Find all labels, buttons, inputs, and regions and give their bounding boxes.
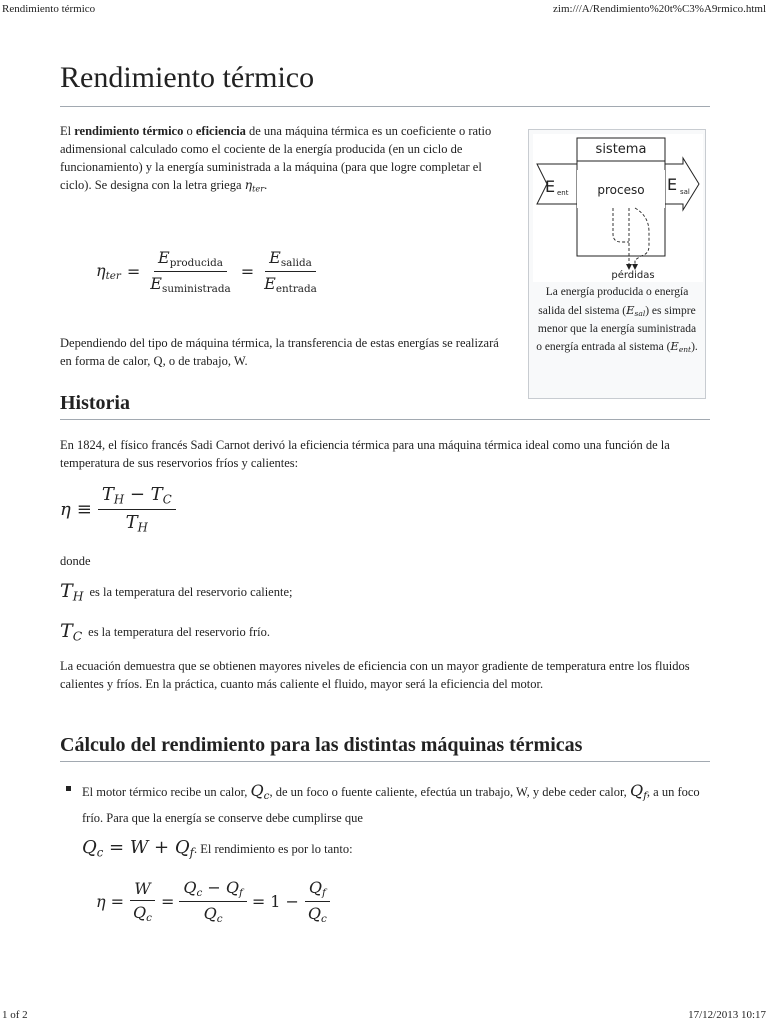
eq3-one: 1	[270, 892, 281, 912]
diagram-label-e-out: E	[667, 175, 678, 194]
intro-eta-symbol: $\eta_{ter}$	[244, 177, 265, 194]
eq1-equals-1: =	[126, 262, 141, 282]
tc-symbol: $T_C$	[60, 620, 83, 644]
eq3-minus: −	[285, 892, 299, 912]
th-text: es la temperatura del reservorio caliente;	[89, 584, 293, 599]
eq1-equals-2: =	[240, 262, 255, 282]
equation-motor-efficiency	[96, 878, 331, 925]
intro-text-3: de una máquina térmica es un coeficiente o ratio adimensional calculado como el cociente de la energía producida (en un ciclo de funcionamiento) y la energía suministrada a la máquina (para que logre completar el ciclo). Se designa con la letra griega	[60, 124, 492, 193]
tc-text: es la temperatura del reservorio frío.	[88, 624, 271, 639]
eq3-equals-3: =	[251, 892, 266, 912]
eq2-fraction: $\frac{T_H - T_C}{T_H}$	[98, 484, 176, 534]
qc-symbol: $Q_c$	[250, 781, 270, 803]
diagram-label-sistema: sistema	[595, 142, 647, 157]
caption-esal: $E_{sal}$	[626, 302, 646, 319]
eq1-fraction-1: $\frac{\text{Eproducida}}{\text{Esuministrada}}$	[150, 248, 231, 296]
intro-paragraph	[60, 122, 505, 196]
caption-eent: $E_{ent}$	[670, 339, 692, 355]
intro-text-1: El	[60, 124, 75, 138]
diagram-label-proceso: proceso	[597, 183, 645, 197]
intro-text-2: o	[183, 124, 196, 138]
eq3-equals-1: =	[110, 892, 124, 912]
transfer-paragraph: Dependiendo del tipo de máquina térmica, la transferencia de estas energías se realizará en forma de calor, Q, o de trabajo, W.	[60, 336, 499, 369]
eq1-lhs: $\eta_{ter}$	[96, 261, 121, 283]
th-symbol: $T_H$	[60, 580, 84, 604]
footer-timestamp: 17/12/2013 10:17	[688, 1009, 766, 1021]
print-footer	[0, 1009, 768, 1021]
eq3-fraction-3: $\frac{Q_f}{Q_c}$	[304, 878, 331, 925]
eq3-lhs: η	[96, 892, 106, 912]
intro-bold-eficiencia: eficiencia	[195, 124, 246, 138]
infobox-figure	[528, 129, 706, 399]
definition-th	[60, 580, 292, 604]
conservation-formula: $Q_c = W + Q_f$	[82, 836, 194, 860]
donde-text: donde	[60, 554, 91, 568]
historia-paragraph: En 1824, el físico francés Sadi Carnot derivó la eficiencia térmica para una máquina térmica ideal como una función de la temperatura de sus reservorios fríos y calientes:	[60, 438, 670, 471]
diagram-label-e-in-sub: ent	[557, 189, 569, 197]
heading-historia: Historia	[60, 392, 710, 420]
equation-carnot	[60, 484, 176, 534]
intro-bold-rendimiento: rendimiento térmico	[74, 124, 184, 138]
eq2-lhs: η	[60, 498, 71, 520]
diagram-label-e-in: E	[545, 177, 556, 196]
eq2-identity: ≡	[76, 498, 92, 520]
calculo-bullet-text: El motor térmico recibe un calor, $Q_c$, de un foco o fuente caliente, efectúa un trabajo, W, y debe ceder calor, $Q_f$, a un foco frío. Para que la energía se conserve debe cumplirse que $Q_c = W + Q_f$. El rendimiento es por lo tanto:	[82, 781, 700, 860]
list-item	[82, 776, 710, 865]
diagram-label-e-out-sub: sal	[680, 188, 690, 196]
ecuacion-paragraph: La ecuación demuestra que se obtienen mayores niveles de eficiencia con un mayor gradiente de temperatura entre los fluidos calientes y fríos. En la práctica, cuanto más caliente el fluido, mayor será la eficiencia del motor.	[60, 659, 690, 692]
definition-tc	[60, 620, 270, 644]
system-diagram	[533, 134, 703, 282]
footer-page-count: 1 of 2	[2, 1009, 28, 1021]
eq3-fraction-2: $\frac{Q_c - Q_f}{Q_c}$	[179, 878, 247, 925]
print-header	[0, 3, 768, 15]
eq3-equals-2: =	[160, 892, 175, 912]
page-title: Rendimiento térmico	[60, 60, 710, 107]
eq1-fraction-2: $\frac{\text{Esalida}}{\text{Eentrada}}$	[264, 248, 317, 296]
diagram-label-perdidas: pérdidas	[611, 270, 655, 281]
qf-symbol: $Q_f$	[629, 781, 647, 803]
equation-efficiency	[96, 248, 321, 295]
header-url: zim:///A/Rendimiento%20t%C3%A9rmico.html	[553, 3, 766, 15]
infobox-caption: La energía producida o energía salida del sistema $(E_{sal})$ es simpre menor que la energía suministrada o energía entrada al sistema $(E_{ent})$.	[536, 286, 698, 355]
heading-calculo: Cálculo del rendimiento para las distintas máquinas térmicas	[60, 734, 710, 762]
eq3-fraction-1: $\frac{W}{Q_c}$	[129, 879, 156, 924]
intro-end: .	[264, 178, 268, 193]
header-page-title: Rendimiento térmico	[2, 3, 96, 15]
